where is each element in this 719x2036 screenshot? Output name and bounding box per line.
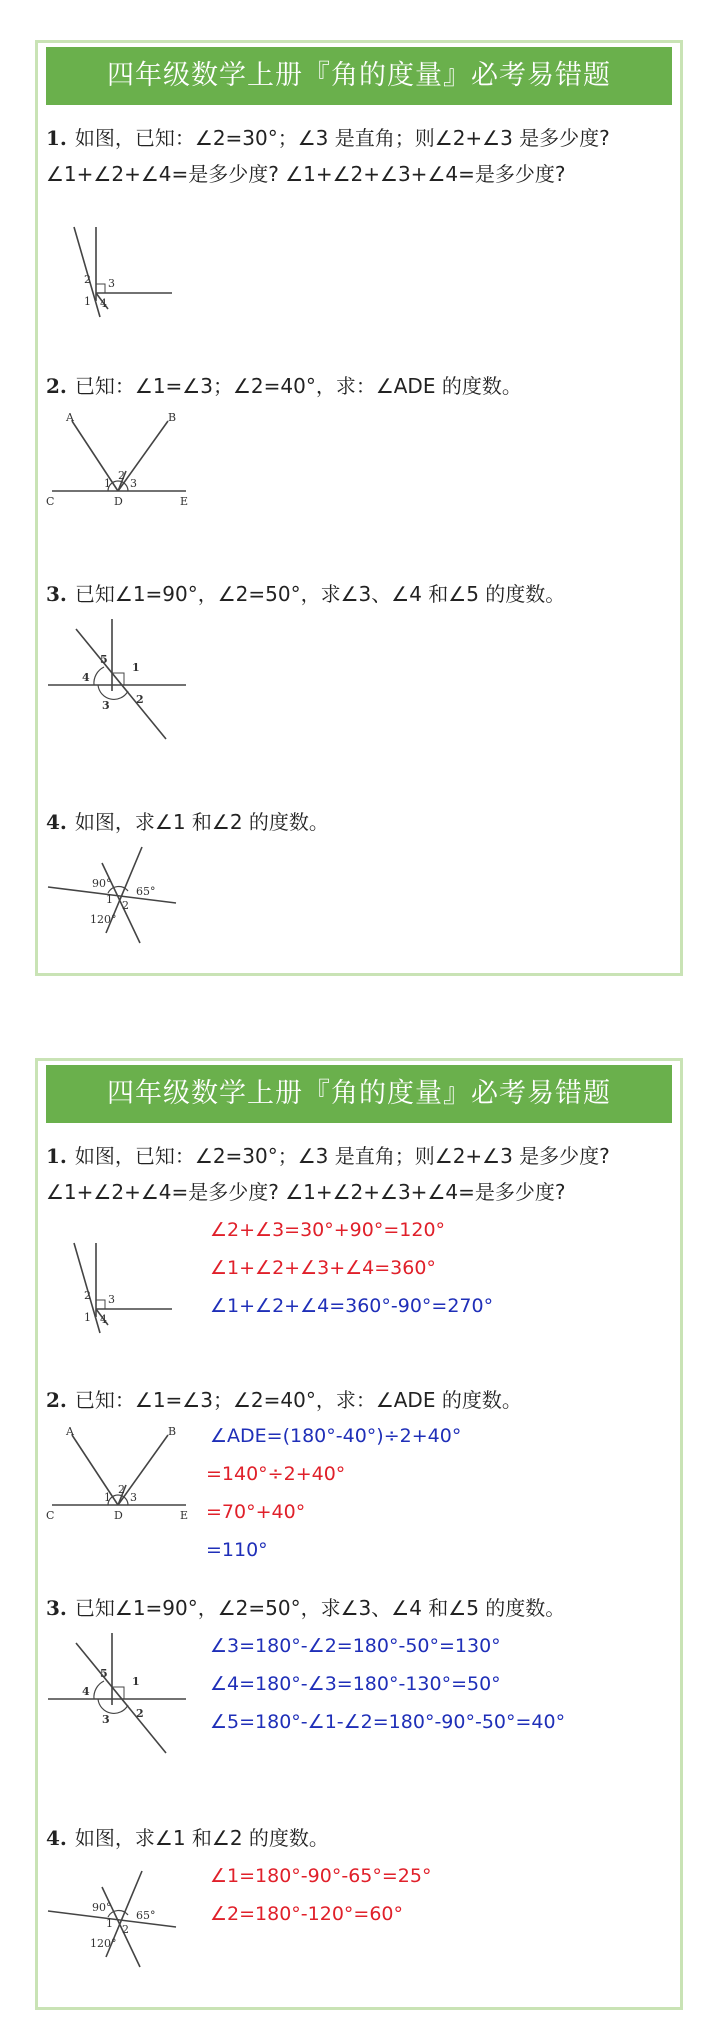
question-text: 已知∠1=90°，∠2=50°，求∠3、∠4 和∠5 的度数。 bbox=[74, 1596, 566, 1620]
angle-label: 2 bbox=[136, 693, 144, 706]
question-text: 如图，已知：∠2=30°；∠3 是直角；则∠2+∠3 是多少度? bbox=[74, 126, 610, 150]
angle-label: 2 bbox=[118, 1483, 125, 1496]
question-text: 如图，求∠1 和∠2 的度数。 bbox=[74, 1826, 329, 1850]
point-label: E bbox=[180, 1509, 189, 1522]
question-2 bbox=[46, 1387, 522, 1413]
angle-label: 2 bbox=[122, 1923, 129, 1936]
figure-q3 bbox=[46, 1633, 186, 1763]
angle-label: 65° bbox=[136, 1909, 156, 1922]
angle-label: 3 bbox=[108, 277, 115, 290]
figure-q1 bbox=[60, 1237, 180, 1347]
angle-label: 2 bbox=[84, 273, 91, 286]
answer-q4-line2: ∠2=180°-120°=60° bbox=[210, 1903, 404, 1925]
angle-label: 1 bbox=[84, 295, 91, 308]
angle-label: 65° bbox=[136, 885, 156, 898]
angle-label: 3 bbox=[102, 699, 110, 712]
question-2 bbox=[46, 373, 522, 399]
angle-label: 120° bbox=[90, 1937, 117, 1950]
angle-label: 1 bbox=[132, 1675, 140, 1688]
title-banner: 四年级数学上册『角的度量』必考易错题 bbox=[46, 1065, 672, 1123]
angle-label: 4 bbox=[82, 1685, 90, 1698]
question-number: 2. bbox=[46, 1388, 67, 1412]
angle-label: 1 bbox=[132, 661, 140, 674]
angle-label: 2 bbox=[136, 1707, 144, 1720]
angle-label: 3 bbox=[102, 1713, 110, 1726]
point-label: B bbox=[168, 1425, 177, 1438]
question-number: 2. bbox=[46, 374, 67, 398]
question-number: 1. bbox=[46, 126, 67, 150]
answer-q2-line4: =110° bbox=[206, 1539, 268, 1561]
angle-label: 4 bbox=[82, 671, 90, 684]
question-1-line2: ∠1+∠2+∠4=是多少度? ∠1+∠2+∠3+∠4=是多少度? bbox=[46, 1180, 566, 1204]
question-1-line2: ∠1+∠2+∠4=是多少度? ∠1+∠2+∠3+∠4=是多少度? bbox=[46, 162, 566, 186]
angle-label: 1 bbox=[104, 477, 111, 490]
point-label: C bbox=[46, 495, 55, 508]
answer-q4-line1: ∠1=180°-90°-65°=25° bbox=[210, 1865, 432, 1887]
answer-q2-line1: ∠ADE=(180°-40°)÷2+40° bbox=[210, 1425, 462, 1447]
title-banner: 四年级数学上册『角的度量』必考易错题 bbox=[46, 47, 672, 105]
question-text: 已知∠1=90°，∠2=50°，求∠3、∠4 和∠5 的度数。 bbox=[74, 582, 566, 606]
point-label: A bbox=[66, 1425, 74, 1438]
figure-q2 bbox=[46, 411, 189, 511]
answer-q3-line1: ∠3=180°-∠2=180°-50°=130° bbox=[210, 1635, 501, 1657]
worksheet-card-answers bbox=[35, 1058, 683, 2010]
angle-label: 90° bbox=[92, 877, 112, 890]
angle-label: 120° bbox=[90, 913, 117, 926]
question-4 bbox=[46, 809, 329, 835]
point-label: B bbox=[168, 411, 177, 424]
answer-q3-line2: ∠4=180°-∠3=180°-130°=50° bbox=[210, 1673, 501, 1695]
angle-label: 5 bbox=[100, 653, 108, 666]
angle-label: 3 bbox=[108, 1293, 115, 1306]
angle-label: 1 bbox=[84, 1311, 91, 1324]
point-label: C bbox=[46, 1509, 55, 1522]
question-3 bbox=[46, 1595, 565, 1621]
angle-label: 90° bbox=[92, 1901, 112, 1914]
question-text: 已知：∠1=∠3；∠2=40°，求：∠ADE 的度数。 bbox=[74, 1388, 522, 1412]
question-number: 4. bbox=[46, 1826, 67, 1850]
answer-q1-line1: ∠2+∠3=30°+90°=120° bbox=[210, 1219, 446, 1241]
point-label: D bbox=[114, 495, 123, 508]
figure-q3 bbox=[46, 619, 186, 749]
point-label: A bbox=[66, 411, 74, 424]
figure-q2 bbox=[46, 1425, 189, 1525]
answer-q1-line2: ∠1+∠2+∠3+∠4=360° bbox=[210, 1257, 436, 1279]
angle-label: 4 bbox=[100, 1313, 107, 1326]
question-text: 如图，求∠1 和∠2 的度数。 bbox=[74, 810, 329, 834]
figure-q4 bbox=[46, 1867, 186, 1977]
angle-label: 4 bbox=[100, 297, 107, 310]
question-number: 3. bbox=[46, 582, 67, 606]
angle-label: 5 bbox=[100, 1667, 108, 1680]
question-1 bbox=[46, 1143, 610, 1169]
question-number: 1. bbox=[46, 1144, 67, 1168]
question-text: 已知：∠1=∠3；∠2=40°，求：∠ADE 的度数。 bbox=[74, 374, 522, 398]
answer-q2-line2: =140°÷2+40° bbox=[206, 1463, 346, 1485]
angle-label: 1 bbox=[106, 1917, 113, 1930]
answer-q2-line3: =70°+40° bbox=[206, 1501, 306, 1523]
angle-label: 2 bbox=[118, 469, 125, 482]
angle-label: 1 bbox=[104, 1491, 111, 1504]
worksheet-card-questions bbox=[35, 40, 683, 976]
angle-label: 2 bbox=[84, 1289, 91, 1302]
angle-label: 2 bbox=[122, 899, 129, 912]
question-number: 4. bbox=[46, 810, 67, 834]
point-label: E bbox=[180, 495, 189, 508]
answer-q3-line3: ∠5=180°-∠1-∠2=180°-90°-50°=40° bbox=[210, 1711, 566, 1733]
angle-label: 3 bbox=[130, 477, 137, 490]
point-label: D bbox=[114, 1509, 123, 1522]
answer-q1-line3: ∠1+∠2+∠4=360°-90°=270° bbox=[210, 1295, 494, 1317]
question-number: 3. bbox=[46, 1596, 67, 1620]
question-1 bbox=[46, 125, 610, 151]
question-4 bbox=[46, 1825, 329, 1851]
angle-label: 3 bbox=[130, 1491, 137, 1504]
angle-label: 1 bbox=[106, 893, 113, 906]
question-3 bbox=[46, 581, 565, 607]
figure-q1 bbox=[60, 221, 180, 331]
question-text: 如图，已知：∠2=30°；∠3 是直角；则∠2+∠3 是多少度? bbox=[74, 1144, 610, 1168]
figure-q4 bbox=[46, 843, 186, 953]
